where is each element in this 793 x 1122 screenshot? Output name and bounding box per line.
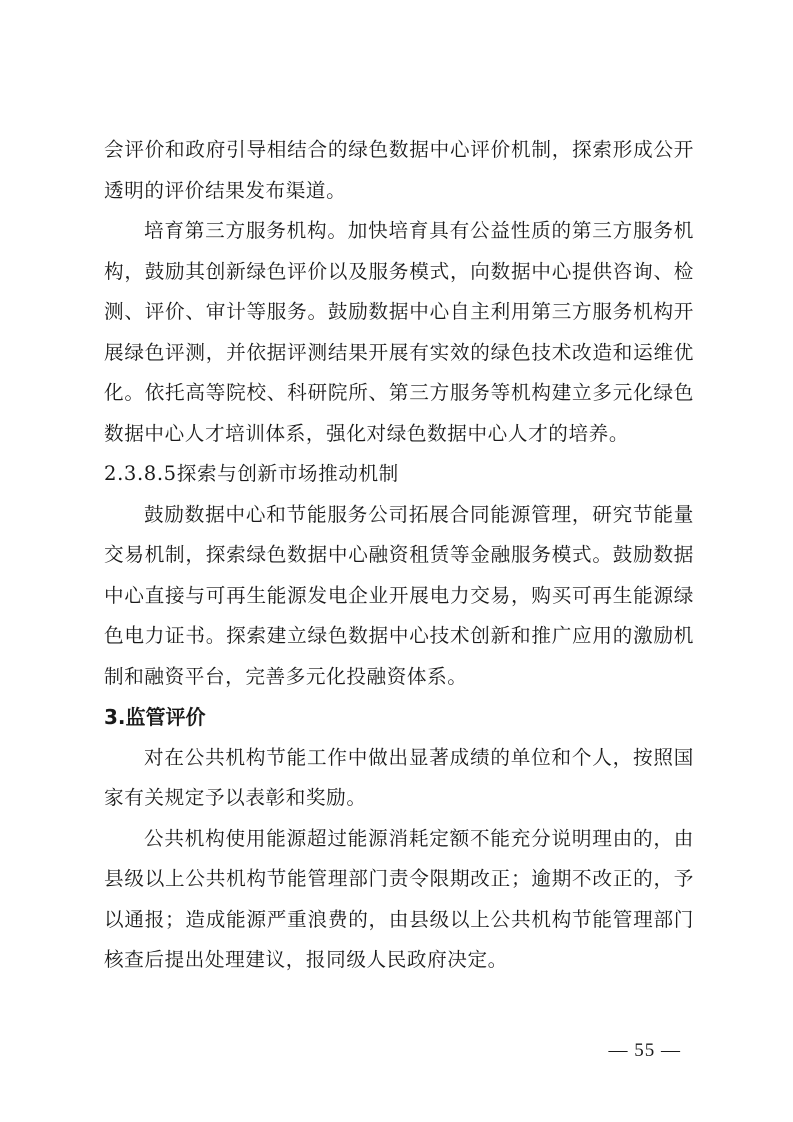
paragraph-energy-management: 鼓励数据中心和节能服务公司拓展合同能源管理，研究节能量交易机制，探索绿色数据中心融资租赁等金融服务模式。鼓励数据中心直接与可再生能源发电企业开展电力交易，购买可再生能源绿色电力证书。探索建立绿色数据中心技术创新和推广应用的激励机制和融资平台，完善多元化投融资体系。 bbox=[104, 502, 694, 688]
paragraph-penalties: 公共机构使用能源超过能源消耗定额不能充分说明理由的，由县级以上公共机构节能管理部门责令限期改正；逾期不改正的，予以通报；造成能源严重浪费的，由县级以上公共机构节能管理部门核查后提出处理建议，报同级人民政府决定。 bbox=[104, 826, 694, 971]
section-heading-supervision: 3.监管评价 bbox=[104, 705, 206, 729]
paragraph-evaluation-mechanism: 会评价和政府引导相结合的绿色数据中心评价机制，探索形成公开透明的评价结果发布渠道。 bbox=[104, 138, 694, 202]
paragraph-commendation: 对在公共机构节能工作中做出显著成绩的单位和个人，按照国家有关规定予以表彰和奖励。 bbox=[104, 745, 694, 809]
subheading-market-mechanism: 2.3.8.5探索与创新市场推动机制 bbox=[104, 462, 399, 485]
paragraph-third-party-services: 培育第三方服务机构。加快培育具有公益性质的第三方服务机构，鼓励其创新绿色评价以及服务模式，向数据中心提供咨询、检测、评价、审计等服务。鼓励数据中心自主利用第三方服务机构开展绿色评测，并依据评测结果开展有实效的绿色技术改造和运维优化。依托高等院校、科研院所、第三方服务等机构建立多元化绿色数据中心人才培训体系，强化对绿色数据中心人才的培养。 bbox=[104, 219, 694, 445]
page-number: — 55 — bbox=[608, 1040, 681, 1061]
document-body bbox=[104, 130, 694, 981]
